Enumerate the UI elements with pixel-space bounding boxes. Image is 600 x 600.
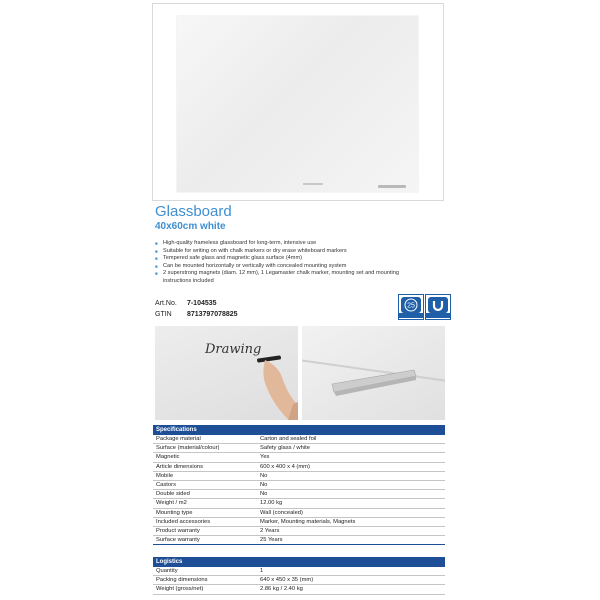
magnet-icon [425,294,451,320]
article-number-value: 7-104535 [186,300,217,307]
spec-key: Article dimensions [153,462,257,471]
logistics-heading: Logistics [153,557,445,567]
spec-value: Carton and sealed foil [257,435,445,444]
table-row [153,576,445,585]
logistics-table [153,557,445,595]
logistics-key: Packing dimensions [153,576,257,585]
feature-list [155,240,420,286]
spec-value: 2 Years [257,527,445,536]
spec-value: 25 Years [257,536,445,545]
table-row [153,527,445,536]
spec-value: Safety glass / white [257,444,445,453]
glassboard-product-image [177,16,418,192]
spec-key: Package material [153,435,257,444]
table-row [153,435,445,444]
specifications-heading: Specifications [153,425,445,435]
spec-value: 600 x 400 x 4 (mm) [257,462,445,471]
table-row [153,490,445,499]
spec-value: Wall (concealed) [257,508,445,517]
spec-key: Castors [153,481,257,490]
product-subtitle: 40x60cm white [155,221,226,232]
feature-item: ■ Tempered safe glass and magnetic glass surface (4mm) [155,255,420,263]
logistics-value: 640 x 450 x 35 (mm) [257,576,445,585]
spec-value: No [257,481,445,490]
feature-item: ■ High-quality frameless glassboard for long-term, intensive use [155,240,420,248]
photo-handwriting: Drawing [205,342,262,357]
logistics-value: 2.86 kg / 2.40 kg [257,585,445,594]
table-row [153,508,445,517]
guarantee-badge-icon [398,294,424,320]
hand-with-marker-image [155,326,298,420]
feature-item: ■ 2 superstrong magnets (diam. 12 mm), 1 Legamaster chalk marker, mounting set and mounting instructions included [155,270,420,285]
spec-value: Marker, Mounting materials, Magnets [257,517,445,526]
logistics-key: Quantity [153,567,257,576]
writing-demo-photo [155,326,298,420]
spec-key: Surface (material/colour) [153,444,257,453]
article-number [155,300,217,307]
table-row [153,471,445,480]
marker-tray-detail-image [302,326,445,420]
product-image-frame [152,3,444,201]
article-number-label: Art.No. [155,300,177,307]
spec-value: No [257,471,445,480]
feature-item: ■ Suitable for writing on with chalk markers or dry erase whiteboard markers [155,248,420,256]
gtin-label: GTIN [155,311,172,318]
guarantee-number: 25 [407,302,415,310]
spec-value: Yes [257,453,445,462]
logistics-value: 1 [257,567,445,576]
spec-key: Mounting type [153,508,257,517]
table-row [153,453,445,462]
spec-key: Product warranty [153,527,257,536]
table-row [153,499,445,508]
brand-logo [303,183,323,185]
gtin [155,311,238,318]
table-row [153,567,445,576]
specifications-table [153,425,445,545]
table-row [153,481,445,490]
spec-value: No [257,490,445,499]
spec-key: Included accessories [153,517,257,526]
gtin-value: 8713797078825 [186,311,238,318]
spec-key: Weight / m2 [153,499,257,508]
spec-value: 12.00 kg [257,499,445,508]
logistics-key: Weight (gross/net) [153,585,257,594]
spec-key: Surface warranty [153,536,257,545]
feature-item: ■ Can be mounted horizontally or vertically with concealed mounting system [155,263,420,271]
table-row [153,585,445,594]
table-row [153,444,445,453]
table-row [153,536,445,545]
product-title: Glassboard [155,203,232,220]
spec-key: Magnetic [153,453,257,462]
spec-key: Double sided [153,490,257,499]
table-row [153,517,445,526]
spec-key: Mobile [153,471,257,480]
marker-tray [378,185,406,188]
mounting-detail-photo [302,326,445,420]
table-row [153,462,445,471]
